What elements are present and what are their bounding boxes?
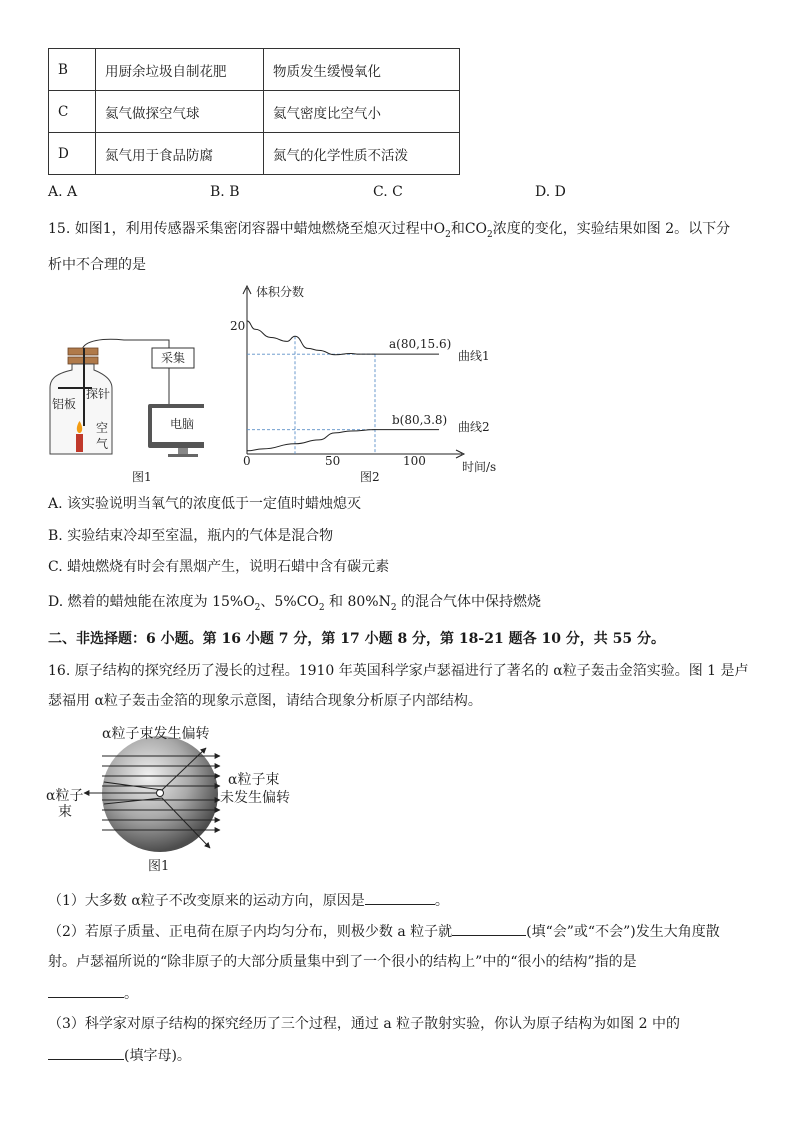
figure-caption: 图1: [148, 859, 170, 874]
point-b-label: b(80,3.8): [392, 413, 448, 427]
candle: [76, 434, 83, 452]
options-table: [48, 48, 460, 175]
q15-and: 和: [450, 221, 465, 237]
q16-part3-end: (填字母)。: [124, 1048, 191, 1064]
q16-part2-line2: 射。卢瑟福所说的“除非原子的大部分质量集中到了一个很小的结构上”中的“很小的结构”指的是: [48, 954, 637, 970]
undeflected-label: α粒子束: [228, 772, 280, 788]
q16-stem-line1: 16. 原子结构的探究经历了漫长的过程。1910 年英国科学家卢瑟福进行了著名的 α粒子轰击金箔实验。图 1 是卢: [48, 663, 749, 679]
table-row: [49, 49, 460, 91]
q16-part2-end: 。: [124, 986, 138, 1002]
table-cell-reason: 物质发生缓慢氧化: [264, 49, 460, 91]
q16-part3: （3）科学家对原子结构的探究经历了三个过程，通过 a 粒子散射实验，你认为原子结构为如图 2 中的: [48, 1016, 680, 1032]
q15-option-d-part: D. 燃着的蜡烛能在浓度为 15%O: [48, 594, 255, 610]
q15-option-d-part: 的混合气体中保持燃烧: [396, 594, 542, 610]
figure2-chart: [222, 282, 512, 484]
q16-part1-end: 。: [434, 893, 449, 909]
x-tick-50: 50: [325, 454, 341, 468]
o2-formula: O: [433, 221, 446, 237]
plate-label: 铝板: [52, 397, 77, 411]
q14-option-d: D. D: [535, 184, 566, 200]
q16-part3-line2: [48, 1045, 191, 1066]
q16-part2-line3: [48, 983, 138, 1004]
q15-option-b: B. 实验结束冷却至室温，瓶内的气体是混合物: [48, 528, 334, 544]
q15-option-a: A. 该实验说明当氧气的浓度低于一定值时蜡烛熄灭: [48, 496, 362, 512]
figure1-caption: 图1: [132, 470, 152, 484]
q15-stem-part: 浓度的变化，实验结果如图 2。以下分: [492, 221, 731, 237]
q16-stem-line2: 瑟福用 α粒子轰击金箔的现象示意图，请结合现象分析原子内部结构。: [48, 693, 482, 709]
q15-option-d: D. 燃着的蜡烛能在浓度为 $15\%O_2$、$5\%CO_2$ 和 $80\%N_2$ 的混合气体中保持燃烧: [48, 594, 542, 613]
table-cell-letter: D: [49, 133, 96, 175]
answer-blank-1[interactable]: [365, 890, 435, 905]
probe-label: 探针: [86, 387, 111, 401]
x-axis-label: 时间/s: [462, 460, 497, 474]
answer-blank-2[interactable]: [452, 921, 526, 936]
air-label: 空: [96, 421, 109, 435]
q16-part2: [48, 921, 720, 942]
x-tick-0: 0: [243, 454, 251, 468]
reflected-label: α粒子: [46, 788, 84, 804]
table-row: [49, 91, 460, 133]
x-tick-100: 100: [403, 454, 426, 468]
q14-option-c: C. C: [373, 184, 403, 200]
q16-part1-text: （1）大多数 α粒子不改变原来的运动方向，原因是: [48, 893, 365, 909]
table-cell-use: 氦气做探空气球: [96, 91, 264, 133]
table-cell-letter: C: [49, 91, 96, 133]
q16-part2-text: （2）若原子质量、正电荷在原子内均匀分布，则极少数 a 粒子就: [48, 924, 453, 940]
q14-option-b: B. B: [210, 184, 240, 200]
q15-option-c: C. 蜡烛燃烧有时会有黑烟产生，说明石蜡中含有碳元素: [48, 559, 390, 575]
rutherford-figure: [44, 720, 314, 876]
deflected-label: α粒子束发生偏转: [102, 726, 210, 742]
figure1-apparatus: [44, 336, 204, 484]
table-cell-reason: 氮气的化学性质不活泼: [264, 133, 460, 175]
table-row: [49, 133, 460, 175]
table-cell-reason: 氦气密度比空气小: [264, 91, 460, 133]
reflected-label: 束: [58, 804, 72, 820]
y-tick-20: 20: [230, 319, 246, 333]
table-cell-letter: B: [49, 49, 96, 91]
computer-label: 电脑: [170, 417, 195, 431]
series-line-2: [247, 430, 439, 451]
curve2-label: 曲线2: [458, 420, 490, 434]
q15-stem: [48, 219, 730, 245]
q15-stem-line2: 析中不合理的是: [48, 257, 146, 273]
air-label: 气: [96, 437, 109, 451]
answer-blank-3[interactable]: [48, 983, 124, 998]
point-a-label: a(80,15.6): [389, 337, 452, 351]
y-axis-label: 体积分数: [256, 285, 305, 299]
figure2-caption: 图2: [360, 470, 380, 484]
table-cell-use: 用厨余垃圾自制花肥: [96, 49, 264, 91]
q16-part2-text: (填“会”或“不会”)发生大角度散: [526, 924, 720, 940]
q15-option-d-part: 和 80%N: [324, 594, 391, 610]
co2-subscript: 2: [487, 229, 493, 240]
answer-blank-4[interactable]: [48, 1045, 124, 1060]
collector-label: 采集: [161, 351, 186, 365]
q14-option-a: A. A: [48, 184, 78, 200]
q15-stem-part: 15. 如图1，利用传感器采集密闭容器中蜡烛燃烧至熄灭过程中: [48, 221, 434, 237]
curve1-label: 曲线1: [458, 349, 490, 363]
q15-option-d-part: 、5%CO: [260, 594, 319, 610]
section2-heading: 二、非选择题：6 小题。第 16 小题 7 分，第 17 小题 8 分，第 18-21 题各 10 分，共 55 分。: [48, 631, 666, 647]
nucleus: [157, 790, 164, 797]
undeflected-label: 未发生偏转: [220, 790, 290, 806]
table-cell-use: 氮气用于食品防腐: [96, 133, 264, 175]
q16-part1: [48, 890, 449, 911]
o2-subscript: 2: [445, 229, 451, 240]
co2-formula: CO: [464, 221, 488, 237]
